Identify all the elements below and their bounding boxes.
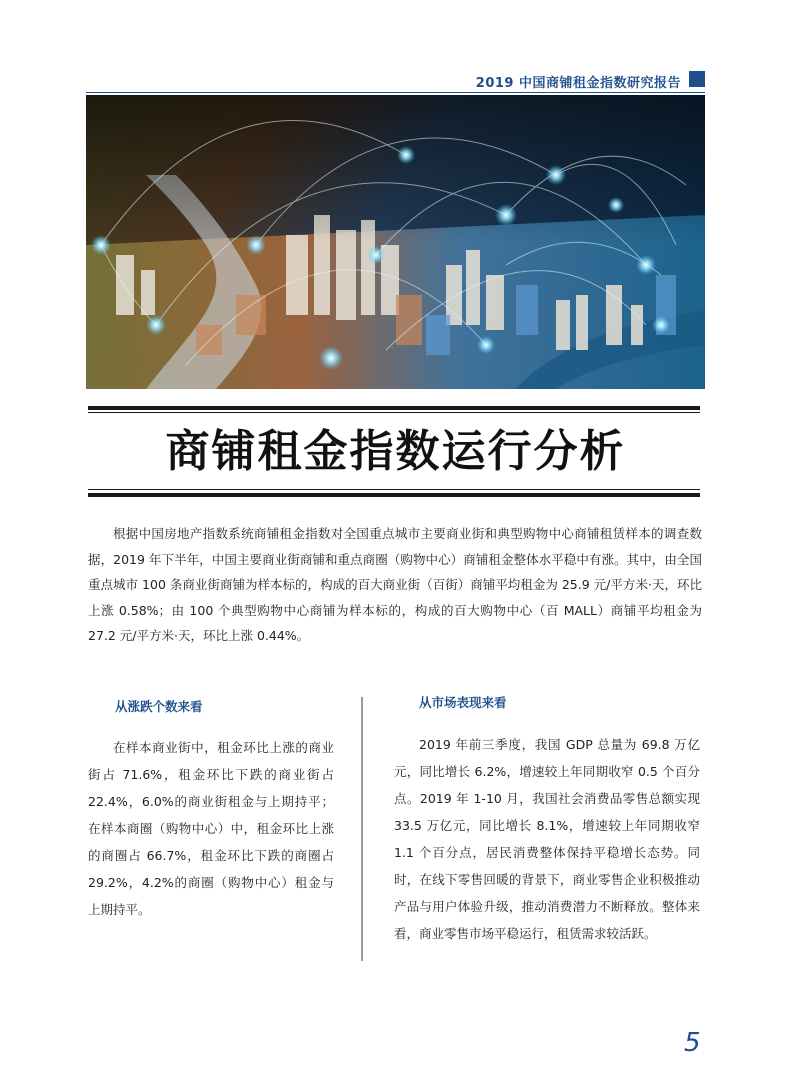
right-column-heading: 从市场表现来看 <box>419 695 507 710</box>
intro-paragraph: 根据中国房地产指数系统商铺租金指数对全国重点城市主要商业街和典型购物中心商铺租赁样本的调查数据，2019 年下半年，中国主要商业街商铺和重点商圈（购物中心）商铺租金整体水平稳中有涨。其中，由全国重点城市 100 条商业街商铺为样本标的，构成的百大商业街（百街）商铺平均租金为 25.9 元/平方米·天，环比上涨 0.58%；由 100 个典型购物中心商铺为样本标的，构成的百大购物中心（百 MALL）商铺平均租金为 27.2 元/平方米·天，环比上涨 0.44%。 <box>88 526 702 643</box>
city-model-network-image <box>86 95 705 389</box>
report-header-title: 2019 中国商铺租金指数研究报告 <box>475 76 681 91</box>
left-column-heading: 从涨跌个数来看 <box>115 699 203 714</box>
page-number: 5 <box>684 1028 701 1058</box>
header-square-mark <box>689 71 705 87</box>
title-rule-top-thick <box>88 406 700 410</box>
header-rule <box>86 92 705 93</box>
section-title: 商铺租金指数运行分析 <box>165 426 626 477</box>
right-column-text: 2019 年前三季度，我国 GDP 总量为 69.8 万亿元，同比增长 6.2%，增速较上年同期收窄 0.5 个百分点。2019 年 1-10 月，我国社会消费品零售总额实现 33.5 万亿元，同比增长 8.1%，增速较上年同期收窄 1.1 个百分点，居民消费整体保持平稳增长态势。同时，在线下零售回暖的背景下，商业零售企业积极推动产品与用户体验升级，推动消费潜力不断释放。整体来看，商业零售市场平稳运行，租赁需求较活跃。 <box>394 737 700 941</box>
title-rule-top-thin <box>88 412 700 413</box>
title-rule-bottom-thin <box>88 489 700 490</box>
title-rule-bottom-thick <box>88 493 700 497</box>
left-column-text: 在样本商业街中，租金环比上涨的商业街占 71.6%，租金环比下跌的商业街占 22.4%，6.0%的商业街租金与上期持平；在样本商圈（购物中心）中，租金环比上涨的商圈占 66.7%，租金环比下跌的商圈占 29.2%，4.2%的商圈（购物中心）租金与上期持平。 <box>88 740 334 917</box>
column-divider <box>361 697 363 961</box>
